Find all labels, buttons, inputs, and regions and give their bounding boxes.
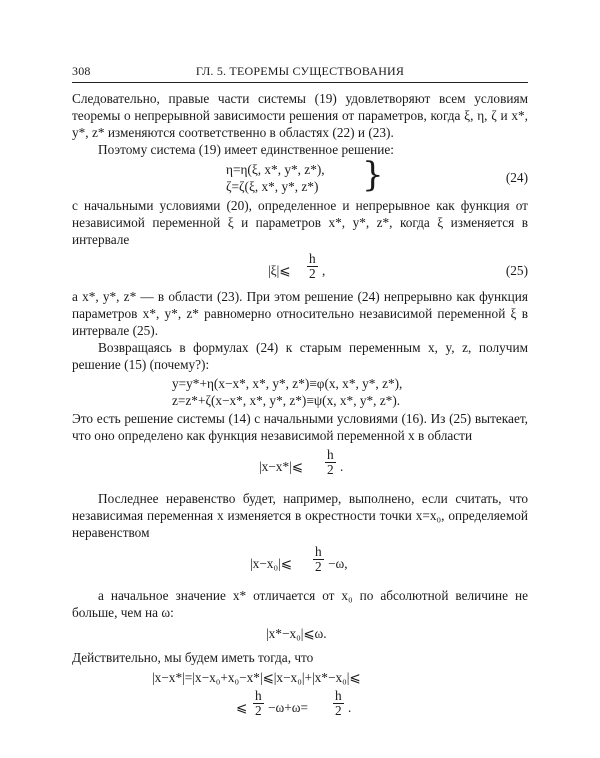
- final-fraction-1: [253, 689, 264, 718]
- paragraph-7: Последнее неравенство будет, например, выполнено, если считать, что независимая переменная x изменяется в окрестности точки x=x₀, определяемой неравенством: [72, 491, 528, 540]
- final-tail: .: [348, 700, 352, 715]
- omega-expression: |x*−x₀|⩽ω.: [266, 626, 327, 641]
- solution-equations: [72, 374, 528, 410]
- paragraph-9: Действительно, мы будем иметь тогда, что: [72, 650, 314, 665]
- domain-inequality: [72, 446, 528, 484]
- neighborhood-left: |x−x₀|⩽: [250, 556, 292, 571]
- solution-y: y=y*+η(x−x*, x*, y*, z*)≡φ(x, x*, y*, z*),: [172, 376, 403, 391]
- fraction-denominator: 2: [315, 559, 322, 574]
- neighborhood-fraction: [313, 545, 324, 574]
- page-number: 308: [72, 64, 91, 78]
- paragraph-4: а x*, y*, z* — в области (23). При этом решение (24) непрерывно как функция параметров x*, y*, z* равномерно относительно независимой переменной ξ в интервале (25).: [72, 289, 528, 338]
- header-rule: [72, 82, 528, 83]
- neighborhood-tail: −ω,: [328, 556, 348, 571]
- paragraph-6: Это есть решение системы (14) с начальными условиями (16). Из (25) вытекает, что оно определено как функция независимой переменной x в области: [72, 411, 528, 443]
- equation-25-number: (25): [505, 263, 528, 278]
- chapter-title: ГЛ. 5. ТЕОРЕМЫ СУЩЕСТВОВАНИЯ: [195, 64, 405, 78]
- solution-z: z=z*+ζ(x−x*, x*, y*, z*)≡ψ(x, x*, y*, z*).: [172, 393, 401, 408]
- domain-left: |x−x*|⩽: [259, 459, 303, 474]
- fraction-numerator: h: [315, 544, 322, 559]
- fraction-denominator: 2: [255, 703, 262, 718]
- equation-24-line-2: ζ=ζ(ξ, x*, y*, z*): [226, 179, 319, 194]
- final-middle: −ω+ω=: [268, 700, 309, 715]
- equation-25-left: |ξ|⩽: [268, 263, 291, 278]
- omega-inequality: [72, 623, 528, 645]
- domain-fraction: [325, 448, 336, 477]
- equation-24: [72, 155, 528, 197]
- running-header: [72, 64, 528, 80]
- final-fraction-2: [333, 689, 344, 718]
- paragraph-5: Возвращаясь в формулах (24) к старым переменным x, y, z, получим решение (15) (почему?):: [72, 340, 528, 372]
- equation-24-number: (24): [505, 170, 528, 185]
- paragraph-8: а начальное значение x* отличается от x₀ по абсолютной величине не больше, чем на ω:: [72, 588, 528, 620]
- fraction-numerator: h: [327, 447, 334, 462]
- paragraph-2: Поэтому система (19) имеет единственное решение:: [98, 142, 394, 157]
- final-estimate-line-1: [72, 669, 528, 687]
- neighborhood-inequality: [72, 543, 528, 581]
- fraction-denominator: 2: [327, 462, 334, 477]
- equation-25: [72, 250, 528, 288]
- domain-tail: .: [340, 459, 344, 474]
- equation-24-line-1: η=η(ξ, x*, y*, z*),: [226, 162, 325, 177]
- paragraph-3: с начальными условиями (20), определенное и непрерывное как функция от независимой переменной ξ и параметров x*, y*, z*, когда ξ изменяется в интервале: [72, 198, 528, 247]
- fraction-denominator: 2: [335, 703, 342, 718]
- final-estimate-line-2: [72, 687, 528, 723]
- right-brace: }: [362, 155, 384, 195]
- page-body: [72, 90, 528, 723]
- fraction-numerator: h: [309, 251, 316, 266]
- fraction-numerator: h: [255, 688, 262, 703]
- equation-24-system: [226, 161, 325, 195]
- fraction-numerator: h: [335, 688, 342, 703]
- final-le: ⩽: [236, 700, 248, 715]
- fraction-denominator: 2: [309, 266, 316, 281]
- paragraph-1: Следовательно, правые части системы (19) удовлетворяют всем условиям теоремы о непрерывной зависимости решения от параметров, когда ξ, η, ζ и x*, y*, z* изменяются соответственно в областях (22) и (23).: [72, 91, 528, 140]
- equation-25-tail: ,: [322, 263, 326, 278]
- final-estimate-expression: |x−x*|=|x−x₀+x₀−x*|⩽|x−x₀|+|x*−x₀|⩽: [152, 670, 361, 685]
- equation-25-fraction: [307, 252, 318, 281]
